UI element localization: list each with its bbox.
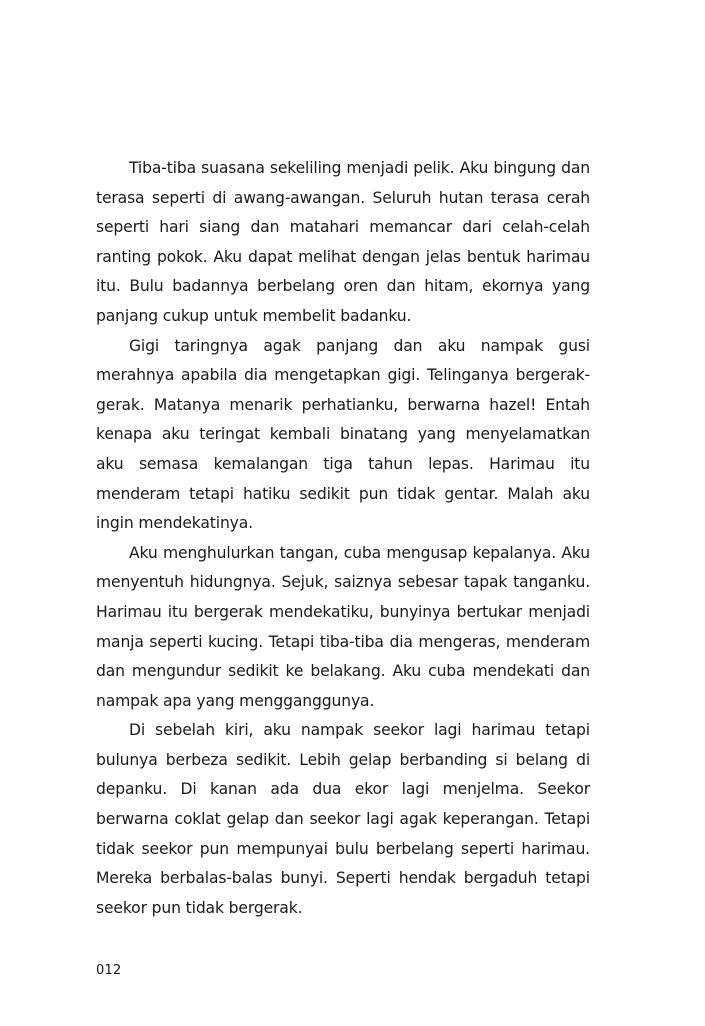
paragraph-1: Tiba-tiba suasana sekeliling menjadi pelik. Aku bingung dan terasa seperti di awang-awangan. Seluruh hutan terasa cerah seperti hari siang dan matahari memancar dari celah-celah ranting pokok. Aku dapat melihat dengan jelas bentuk harimau itu. Bulu badannya berbelang oren dan hitam, ekornya yang panjang cukup untuk membelit badanku. bbox=[96, 159, 590, 325]
paragraph-3: Aku menghulurkan tangan, cuba mengusap kepalanya. Aku menyentuh hidungnya. Sejuk, saiznya sebesar tapak tanganku. Harimau itu bergerak mendekatiku, bunyinya bertukar menjadi manja seperti kucing. Tetapi tiba-tiba dia mengeras, menderam dan mengundur sedikit ke belakang. Aku cuba mendekati dan nampak apa yang mengganggunya. bbox=[96, 543, 590, 710]
paragraph-2: Gigi taringnya agak panjang dan aku nampak gusi merahnya apabila dia mengetapkan gigi. Telinganya bergerak-gerak. Matanya menarik perhatianku, berwarna hazel! Entah kenapa aku teringat kembali binatang yang menyelamatkan aku semasa kemalangan tiga tahun lepas. Harimau itu menderam tetapi hatiku sedikit pun tidak gentar. Malah aku ingin mendekatinya. bbox=[96, 336, 590, 533]
page-number: 012 bbox=[96, 963, 122, 978]
page-body bbox=[96, 154, 590, 923]
paragraph-4: Di sebelah kiri, aku nampak seekor lagi harimau tetapi bulunya berbeza sedikit. Lebih gelap berbanding si belang di depanku. Di kanan ada dua ekor lagi menjelma. Seekor berwarna coklat gelap dan seekor lagi agak keperangan. Tetapi tidak seekor pun mempunyai bulu berbelang seperti harimau. Mereka berbalas-balas bunyi. Seperti hendak bergaduh tetapi seekor pun tidak bergerak. bbox=[96, 721, 590, 917]
